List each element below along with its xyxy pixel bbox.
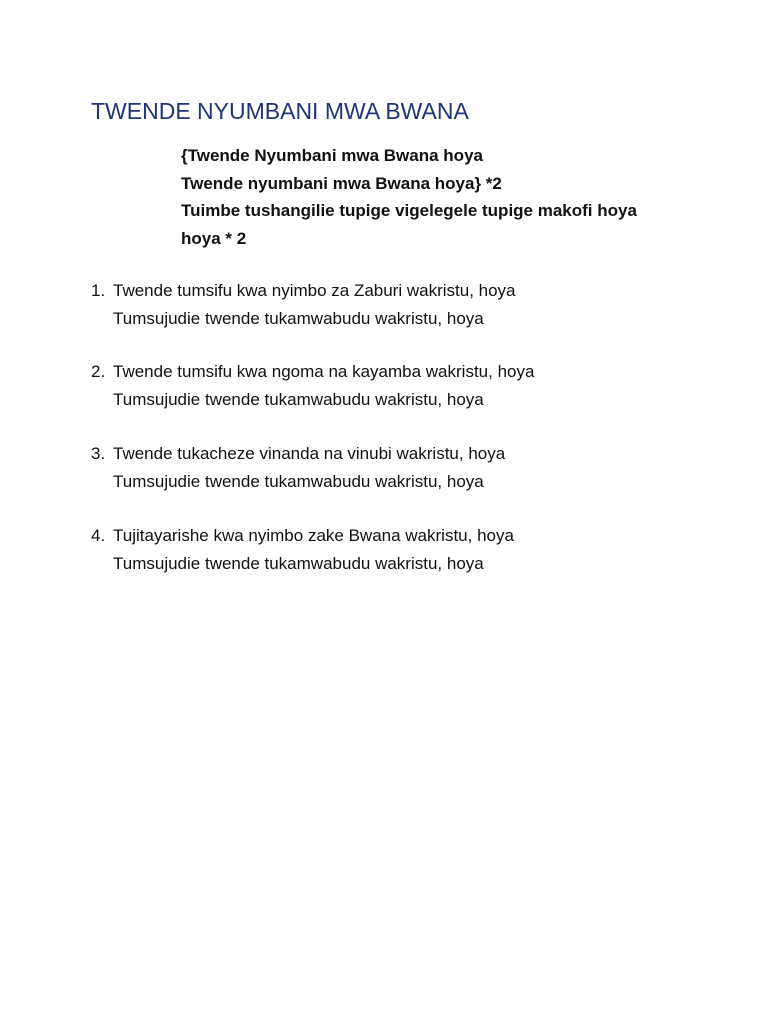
- chorus-line: {Twende Nyumbani mwa Bwana hoya: [181, 146, 483, 165]
- verse-number: 2.: [91, 362, 106, 381]
- verse-line: Tujitayarishe kwa nyimbo zake Bwana wakristu, hoya: [113, 526, 514, 545]
- verse-line: Twende tumsifu kwa ngoma na kayamba wakristu, hoya: [113, 362, 535, 381]
- verse-3: [91, 440, 711, 495]
- chorus-line: Tuimbe tushangilie tupige vigelegele tupige makofi hoya: [181, 201, 637, 220]
- verse-number: 4.: [91, 526, 106, 545]
- song-title: TWENDE NYUMBANI MWA BWANA: [91, 98, 469, 124]
- verse-lines: [113, 358, 711, 413]
- chorus-block: [181, 142, 741, 252]
- verse-line: Tumsujudie twende tukamwabudu wakristu, hoya: [113, 471, 484, 491]
- verse-number: 3.: [91, 444, 106, 463]
- verse-line: Twende tumsifu kwa nyimbo za Zaburi wakristu, hoya: [113, 281, 516, 300]
- verse-1: [91, 277, 711, 332]
- verse-number: 1.: [91, 281, 106, 300]
- chorus-line: hoya * 2: [181, 228, 247, 248]
- verse-line: Tumsujudie twende tukamwabudu wakristu, hoya: [113, 389, 484, 409]
- verse-lines: [113, 522, 711, 577]
- verse-line: Twende tukacheze vinanda na vinubi wakristu, hoya: [113, 444, 506, 463]
- verse-4: [91, 522, 711, 577]
- verse-lines: [113, 440, 711, 495]
- chorus-line: Twende nyumbani mwa Bwana hoya} *2: [181, 173, 502, 193]
- verse-2: [91, 358, 711, 413]
- verse-lines: [113, 277, 711, 332]
- verse-line: Tumsujudie twende tukamwabudu wakristu, hoya: [113, 553, 484, 573]
- verse-line: Tumsujudie twende tukamwabudu wakristu, hoya: [113, 308, 484, 328]
